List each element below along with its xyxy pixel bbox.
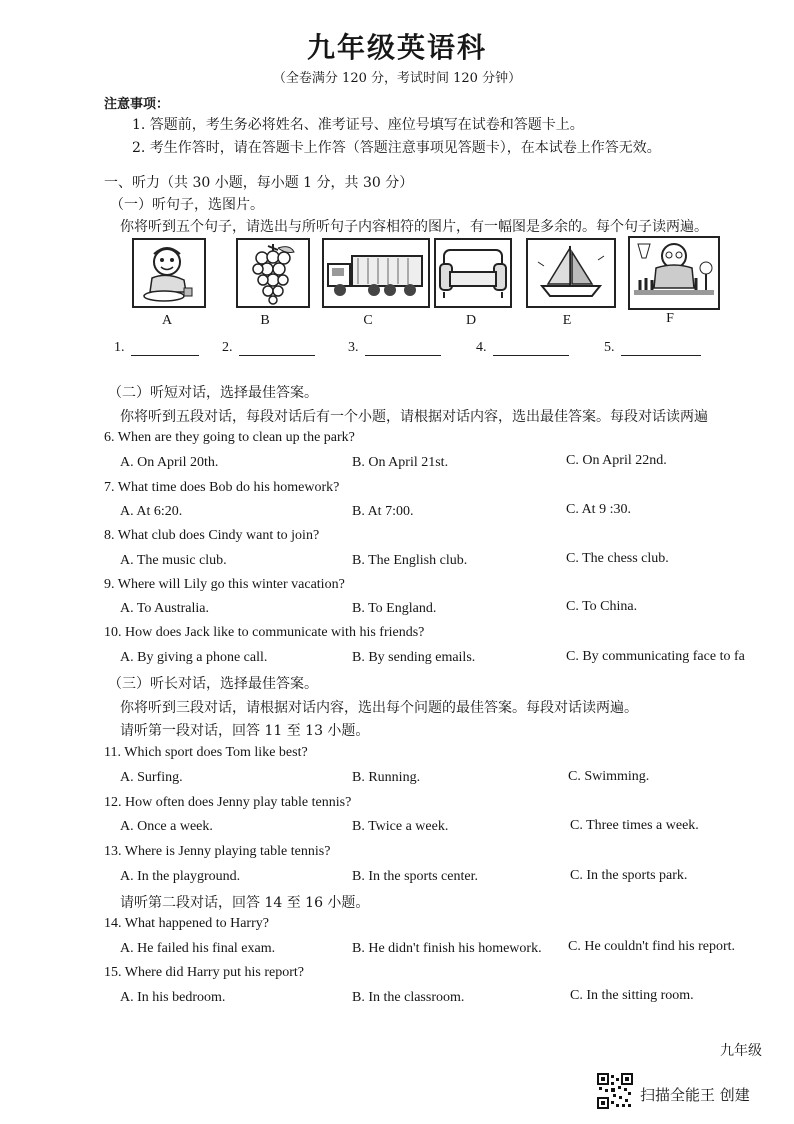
option-b: B. Twice a week. (352, 819, 449, 834)
option-b: B. On April 21st. (352, 455, 449, 470)
answer-blank[interactable] (604, 340, 701, 356)
scanner-watermark: 扫描全能王 创建 (640, 1086, 750, 1104)
option-c: C. The chess club. (566, 551, 669, 566)
answer-blank[interactable] (476, 340, 569, 356)
option-a: A. In the playground. (120, 869, 241, 884)
answer-blank[interactable] (114, 340, 199, 356)
notes-heading: 注意事项： (104, 97, 170, 112)
option-a: A. Once a week. (120, 819, 213, 834)
part3-heading: （三）听长对话，选择最佳答案。 (108, 676, 318, 692)
truck-icon (322, 238, 430, 308)
part3-instruction: 你将听到三段对话，请根据对话内容，选出每个问题的最佳答案。每段对话读两遍。 (120, 700, 638, 716)
picture-label: D (465, 313, 477, 328)
option-c: C. He couldn't find his report. (568, 939, 735, 954)
question-text: 14. What happened to Harry? (104, 916, 269, 931)
option-b: B. The English club. (352, 553, 468, 568)
dialogue-note: 请听第二段对话，回答 14 至 16 小题。 (120, 895, 370, 911)
answer-blank[interactable] (222, 340, 315, 356)
option-a: A. In his bedroom. (120, 990, 226, 1005)
option-b: B. By sending emails. (352, 650, 476, 665)
answer-blank[interactable] (348, 340, 441, 356)
option-c: C. To China. (566, 599, 638, 614)
option-b: B. To England. (352, 601, 437, 616)
part1-instruction: 你将听到五个句子，请选出与所听句子内容相符的图片，有一幅图是多余的。每个句子读两遍。 (120, 219, 708, 235)
option-b: B. At 7:00. (352, 504, 414, 519)
option-a: A. He failed his final exam. (120, 941, 276, 956)
option-c: C. By communicating face to fa (566, 649, 745, 664)
option-b: B. He didn't finish his homework. (352, 941, 542, 956)
question-text: 6. When are they going to clean up the park? (104, 430, 355, 445)
old-man-with-cake-icon (132, 238, 206, 308)
option-c: C. On April 22nd. (566, 453, 667, 468)
grapes-icon (236, 238, 310, 308)
option-a: A. The music club. (120, 553, 227, 568)
blank-number: 1. (114, 340, 125, 355)
question-text: 9. Where will Lily go this winter vacation? (104, 577, 345, 592)
option-a: A. On April 20th. (120, 455, 219, 470)
sofa-icon (434, 238, 512, 308)
sailboat-icon (526, 238, 616, 308)
question-text: 8. What club does Cindy want to join? (104, 528, 320, 543)
picture-label: E (562, 313, 572, 328)
picture-label: F (666, 311, 674, 326)
option-c: C. Three times a week. (570, 818, 699, 833)
option-b: B. In the classroom. (352, 990, 465, 1005)
option-a: A. By giving a phone call. (120, 650, 268, 665)
part2-instruction: 你将听到五段对话，每段对话后有一个小题，请根据对话内容，选出最佳答案。每段对话读两遍 (120, 409, 708, 425)
option-a: A. Surfing. (120, 770, 183, 785)
option-c: C. In the sitting room. (570, 988, 694, 1003)
part2-heading: （二）听短对话，选择最佳答案。 (108, 385, 318, 401)
picture-label: C (363, 313, 373, 328)
question-text: 10. How does Jack like to communicate with his friends? (104, 625, 425, 640)
scientist-lab-icon (628, 236, 720, 310)
blank-number: 5. (604, 340, 615, 355)
picture-label: B (260, 313, 270, 328)
question-text: 11. Which sport does Tom like best? (104, 745, 308, 760)
page-footer-label: 九年级 (720, 1043, 762, 1059)
dialogue-note: 请听第一段对话，回答 11 至 13 小题。 (120, 723, 370, 739)
blank-number: 2. (222, 340, 233, 355)
part1-heading: （一）听句子，选图片。 (110, 197, 264, 213)
option-b: B. In the sports center. (352, 869, 478, 884)
qr-code-icon (597, 1073, 633, 1109)
question-text: 12. How often does Jenny play table tennis? (104, 795, 352, 810)
option-b: B. Running. (352, 770, 421, 785)
picture-label: A (161, 313, 173, 328)
question-text: 7. What time does Bob do his homework? (104, 480, 340, 495)
page-title: 九年级英语科 (306, 31, 487, 64)
option-c: C. In the sports park. (570, 868, 688, 883)
question-text: 13. Where is Jenny playing table tennis? (104, 844, 331, 859)
exam-info: （全卷满分 120 分，考试时间 120 分钟） (272, 71, 522, 86)
option-c: C. At 9 :30. (566, 502, 631, 517)
blank-number: 4. (476, 340, 487, 355)
note-item: 1. 答题前，考生务必将姓名、准考证号、座位号填写在试卷和答题卡上。 (132, 117, 584, 133)
option-a: A. To Australia. (120, 601, 209, 616)
option-c: C. Swimming. (568, 769, 650, 784)
note-item: 2. 考生作答时，请在答题卡上作答（答题注意事项见答题卡），在本试卷上作答无效。 (132, 140, 661, 156)
blank-number: 3. (348, 340, 359, 355)
option-a: A. At 6:20. (120, 504, 183, 519)
question-text: 15. Where did Harry put his report? (104, 965, 304, 980)
section-heading: 一、听力（共 30 小题，每小题 1 分，共 30 分） (104, 175, 414, 191)
